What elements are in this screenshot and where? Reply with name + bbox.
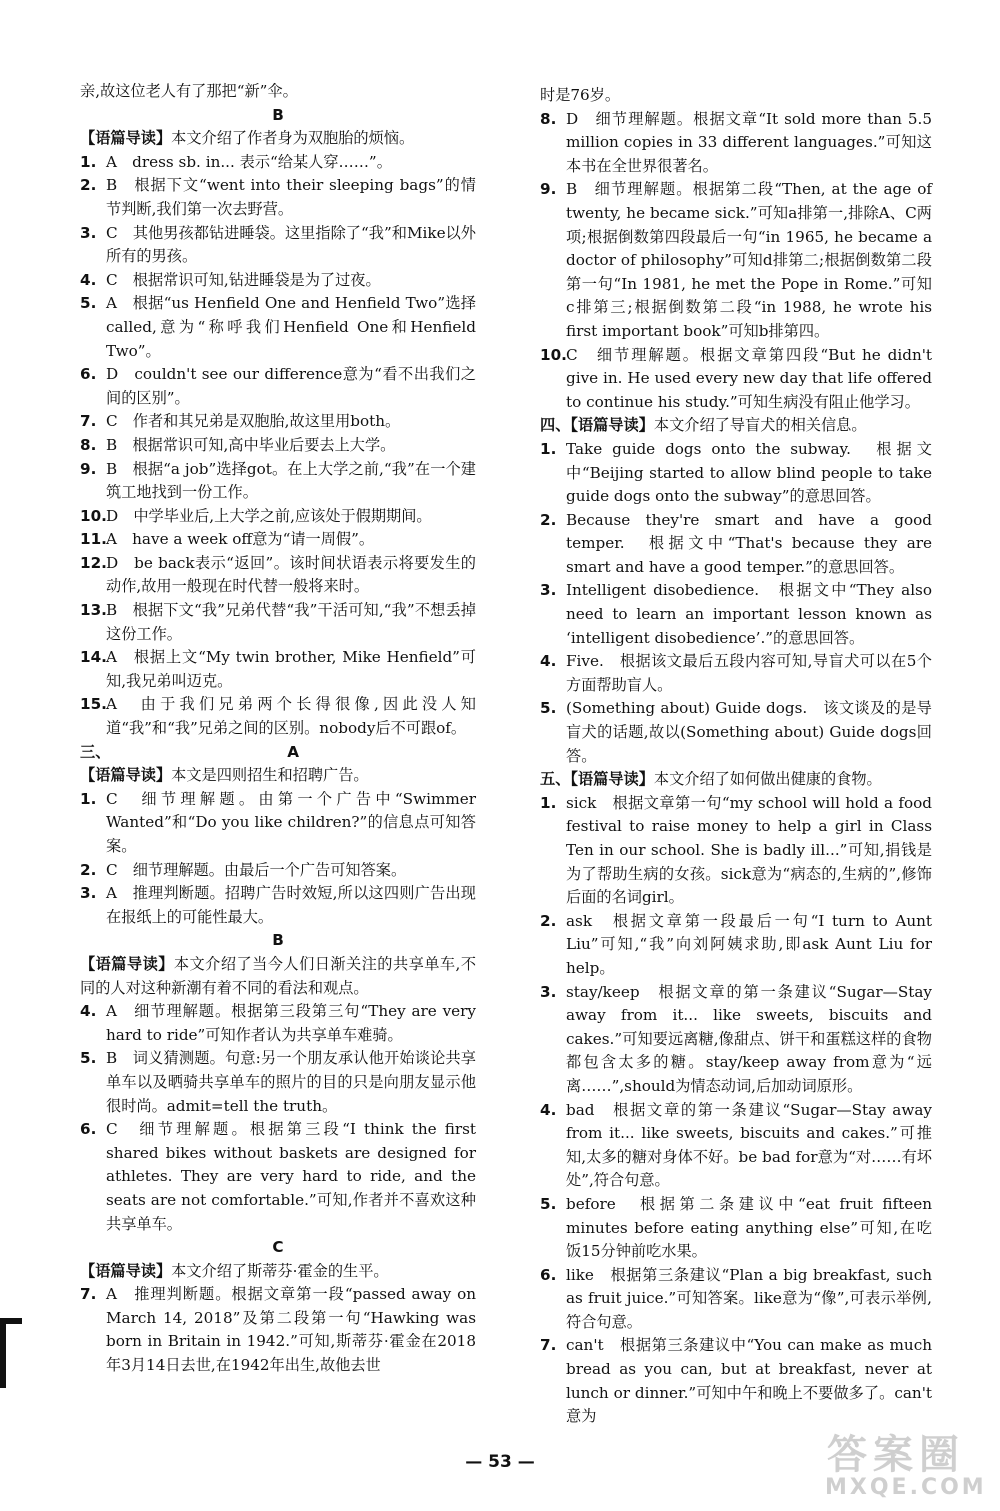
answer-explanation: D 中学毕业后,上大学之前,应该处于假期期间。 (106, 506, 432, 525)
passage-guide (540, 768, 932, 792)
answer-explanation: C 作者和其兄弟是双胞胎,故这里用both。 (106, 412, 401, 431)
answer-number: 7. (80, 412, 97, 431)
answer-item (80, 269, 476, 293)
section-number: 三、 (80, 742, 111, 761)
answer-number: 5. (80, 1049, 97, 1068)
answer-explanation: C 细节理解题。由最后一个广告可知答案。 (106, 860, 407, 879)
answer-item (540, 910, 932, 981)
answer-explanation: C 根据常识可知,钻进睡袋是为了过夜。 (106, 270, 381, 289)
guide-text: 本文介绍了如何做出健康的食物。 (653, 770, 882, 789)
passage-guide (80, 1260, 476, 1284)
answer-item (80, 505, 476, 529)
answer-item (80, 434, 476, 458)
answer-item (80, 693, 476, 740)
answer-item (540, 579, 932, 650)
section-heading (80, 741, 476, 765)
answer-number: 15. (80, 695, 107, 714)
answer-item (540, 650, 932, 697)
passage-guide (80, 127, 476, 151)
answer-explanation: can't 根据第三条建议中“You can make as much bread as you can, but at breakfast, never at lunch or dinner.”可知中午和晚上不要做多了。can't意为 (566, 1336, 932, 1426)
answer-explanation: B 细节理解题。根据第二段“Then, at the age of twenty, he became sick.”可知a排第一,排除A、C两项;根据倒数第四段最后一句“in 1965, he became a doctor of philosophy”可知d排第二;根据倒数第二段第一句“In 1981, he met the Pope in Rome.”可知c排第三;根据倒数第二段“in 1988, he wrote his first important book”可知b排第四。 (566, 180, 932, 340)
continued-text: 时是76岁。 (540, 86, 621, 104)
answer-number: 5. (540, 699, 557, 718)
left-column (80, 80, 476, 1378)
answer-number: 3. (540, 581, 557, 600)
answer-item (540, 438, 932, 509)
answer-item (540, 1193, 932, 1264)
answer-explanation: D 细节理解题。根据文章“It sold more than 5.5 million copies in 33 different languages.”可知这本书在全世界很著名。 (566, 109, 932, 175)
answer-item (540, 1264, 932, 1335)
answer-item (80, 1000, 476, 1047)
passage-guide (540, 414, 932, 438)
answer-explanation: C 细节理解题。由第一个广告中“Swimmer Wanted”和“Do you like children?”的信息点可知答案。 (106, 789, 476, 855)
guide-text: 本文介绍了作者身为双胞胎的烦恼。 (171, 129, 415, 148)
answer-explanation: Take guide dogs onto the subway. 根据文中“Beijing started to allow blind people to take guide dogs onto the subway”的意思回答。 (566, 439, 932, 506)
answer-explanation: B 根据下文“went into their sleeping bags”的情节判断,我们第一次去野营。 (106, 176, 476, 218)
answer-number: 4. (80, 1002, 97, 1021)
answer-explanation: C 其他男孩都钻进睡袋。这里指除了“我”和Mike以外所有的男孩。 (106, 223, 476, 266)
answer-item (80, 646, 476, 693)
answer-number: 1. (80, 152, 97, 171)
answer-number: 13. (80, 601, 107, 620)
answer-item (80, 458, 476, 505)
answer-explanation: B 根据下文“我”兄弟代替“我”干活可知,“我”不想丢掉这份工作。 (106, 601, 476, 643)
answer-number: 3. (540, 982, 557, 1001)
answer-number: 4. (540, 652, 557, 671)
answer-item (80, 363, 476, 410)
guide-tag: 【语篇导读】 (80, 1261, 172, 1280)
right-column-flow (540, 84, 932, 1429)
answer-item (540, 1334, 932, 1428)
answer-item (540, 697, 932, 768)
answer-explanation: sick 根据文章第一句“my school will hold a food festival to raise money to help a girl in Class Ten in our school. She is badly ill...”可知,捐钱是为了帮助生病的女孩。sick意为“病态的,生病的”,修饰后面的名词girl。 (566, 793, 932, 907)
watermark-url: MXQE.COM (825, 1475, 987, 1500)
answer-number: 8. (80, 435, 97, 454)
guide-text: 本文介绍了斯蒂芬·霍金的生平。 (171, 1261, 389, 1280)
answer-explanation: Because they're smart and have a good temper. 根据文中“That's because they are smart and have a good temper.”的意思回答。 (566, 510, 932, 576)
left-column-flow (80, 80, 476, 1378)
page-number: — 53 — (465, 1452, 535, 1472)
answer-number: 2. (540, 911, 557, 930)
passage-heading: B (272, 931, 284, 950)
answer-item (80, 599, 476, 646)
answer-number: 2. (80, 176, 97, 195)
answer-item (540, 108, 932, 179)
answer-item (80, 174, 476, 221)
answer-item (540, 178, 932, 343)
answer-number: 2. (540, 510, 557, 529)
answer-item (80, 859, 476, 883)
watermark-logo (817, 1423, 987, 1503)
answer-explanation: Five. 根据该文最后五段内容可知,导盲犬可以在5个方面帮助盲人。 (566, 652, 932, 694)
answer-number: 3. (80, 223, 97, 242)
guide-tag: 【语篇导读】 (80, 766, 172, 785)
answer-explanation: (Something about) Guide dogs. 该文谈及的是导盲犬的话题,故以(Something about) Guide dogs回答。 (566, 699, 932, 765)
answer-number: 5. (540, 1194, 557, 1213)
answer-item (540, 981, 932, 1099)
answer-number: 4. (540, 1100, 557, 1119)
answer-item (540, 792, 932, 910)
passage-guide (80, 953, 476, 1000)
answer-item (80, 151, 476, 175)
answer-item (80, 1283, 476, 1377)
answer-item (80, 528, 476, 552)
answer-explanation: stay/keep 根据文章的第一条建议“Sugar—Stay away from it... like sweets, biscuits and cakes.”可知要远离糖,像甜点、饼干和蛋糕这样的食物都包含太多的糖。stay/keep away from意为“远离……”,should为情态动词,后加动词原形。 (566, 982, 932, 1095)
answer-item (540, 1099, 932, 1193)
answer-explanation: C 细节理解题。根据文章第四段“But he didn't give in. He used every new day that life offered to continue his study.”可知生病没有阻止他学习。 (566, 345, 932, 411)
passage-heading: B (272, 105, 284, 124)
answer-explanation: like 根据第三条建议“Plan a big breakfast, such as fruit juice.”可知答案。like意为“像”,可表示举例,符合句意。 (566, 1265, 932, 1331)
continued-text: 亲,故这位老人有了那把“新”伞。 (80, 82, 298, 100)
answer-explanation: before 根据第二条建议中“eat fruit fifteen minutes before eating anything else”可知,在吃饭15分钟前吃水果。 (566, 1194, 932, 1261)
answer-number: 6. (540, 1265, 557, 1284)
answer-explanation: A dress sb. in... 表示“给某人穿……”。 (106, 152, 392, 171)
guide-tag: 【语篇导读】 (80, 129, 172, 148)
answer-explanation: B 词义猜测题。句意:另一个朋友承认他开始谈论共享单车以及晒骑共享单车的照片的目的只是向朋友显示他很时尚。admit=tell the truth。 (106, 1049, 476, 1115)
answer-explanation: ask 根据文章第一段最后一句“I turn to Aunt Liu”可知,“我”向刘阿姨求助,即ask Aunt Liu for help。 (566, 911, 932, 977)
answer-explanation: A 根据“us Henfield One and Henfield Two”选择called,意为“称呼我们Henfield One和Henfield Two”。 (106, 294, 476, 360)
answer-item (80, 882, 476, 929)
answer-number: 3. (80, 884, 97, 903)
answer-number: 7. (540, 1336, 557, 1355)
answer-item (80, 410, 476, 434)
answer-number: 6. (80, 1120, 97, 1139)
answer-number: 10. (540, 345, 567, 364)
binding-mark (0, 1318, 22, 1388)
answer-number: 5. (80, 294, 97, 313)
answer-explanation: Intelligent disobedience. 根据文中“They also need to learn an important lesson known as ‘intelligent disobedience’.”的意思回答。 (566, 581, 932, 647)
answer-explanation: A have a week off意为“请一周假”。 (106, 530, 375, 549)
answer-explanation: A 细节理解题。根据第三段第三句“They are very hard to ride”可知作者认为共享单车难骑。 (106, 1002, 476, 1044)
answer-number: 2. (80, 860, 97, 879)
passage-guide (80, 764, 476, 788)
answer-item (80, 1118, 476, 1236)
answer-number: 14. (80, 648, 107, 667)
answer-number: 9. (540, 180, 557, 199)
answer-item (540, 509, 932, 580)
answer-number: 6. (80, 365, 97, 384)
answer-explanation: A 根据上文“My twin brother, Mike Henfield”可知,我兄弟叫迈克。 (106, 648, 476, 690)
guide-tag: 四、【语篇导读】 (540, 416, 654, 435)
guide-text: 本文介绍了导盲犬的相关信息。 (653, 416, 867, 435)
answer-number: 4. (80, 270, 97, 289)
answer-explanation: D be back表示“返回”。该时间状语表示将要发生的动作,故用一般现在时代替一般将来时。 (106, 553, 476, 596)
answer-number: 12. (80, 553, 107, 572)
answer-explanation: B 根据“a job”选择got。在上大学之前,“我”在一个建筑工地找到一份工作。 (106, 459, 476, 502)
answer-number: 10. (80, 506, 107, 525)
answer-number: 1. (540, 439, 557, 458)
answer-item (80, 1047, 476, 1118)
answer-number: 1. (540, 793, 557, 812)
guide-tag: 【语篇导读】 (80, 954, 174, 973)
answer-item (540, 344, 932, 415)
answer-number: 8. (540, 109, 557, 128)
answer-explanation: A 由于我们兄弟两个长得很像,因此没人知道“我”和“我”兄弟之间的区别。nobody后不可跟of。 (106, 695, 476, 738)
answer-explanation: D couldn't see our difference意为“看不出我们之间的区别”。 (106, 365, 476, 407)
answer-explanation: A 推理判断题。根据文章第一段“passed away on March 14, 2018”及第二段第一句“Hawking was born in Britain in 1942.”可知,斯蒂芬·霍金在2018年3月14日去世,在1942年出生,故他去世 (106, 1285, 476, 1375)
right-column (540, 84, 932, 1429)
passage-heading: A (287, 742, 300, 761)
answer-number: 7. (80, 1285, 97, 1304)
guide-text: 本文介绍了当今人们日渐关注的共享单车,不同的人对这种新潮有着不同的看法和观点。 (80, 954, 477, 997)
passage-heading: C (272, 1238, 284, 1257)
guide-text: 本文是四则招生和招聘广告。 (171, 766, 369, 785)
answer-explanation: bad 根据文章的第一条建议“Sugar—Stay away from it... like sweets, biscuits and cakes.”可推知,太多的糖对身体不好。be bad for意为“对……有坏处”,符合句意。 (566, 1100, 932, 1190)
answer-item (80, 552, 476, 599)
answer-item (80, 788, 476, 859)
answer-item (80, 222, 476, 269)
answer-item (80, 292, 476, 363)
answer-explanation: B 根据常识可知,高中毕业后要去上大学。 (106, 435, 396, 454)
guide-tag: 五、【语篇导读】 (540, 770, 654, 789)
answer-explanation: C 细节理解题。根据第三段“I think the first shared bikes without baskets are designed for athletes. They are very hard to ride, and the seats are not comfortable.”可知,作者并不喜欢这种共享单车。 (106, 1120, 476, 1233)
answer-number: 11. (80, 530, 107, 549)
answer-explanation: A 推理判断题。招聘广告时效短,所以这四则广告出现在报纸上的可能性最大。 (106, 884, 476, 926)
answer-number: 1. (80, 789, 97, 808)
watermark-text: 答案圈 (827, 1432, 965, 1478)
answer-number: 9. (80, 459, 97, 478)
